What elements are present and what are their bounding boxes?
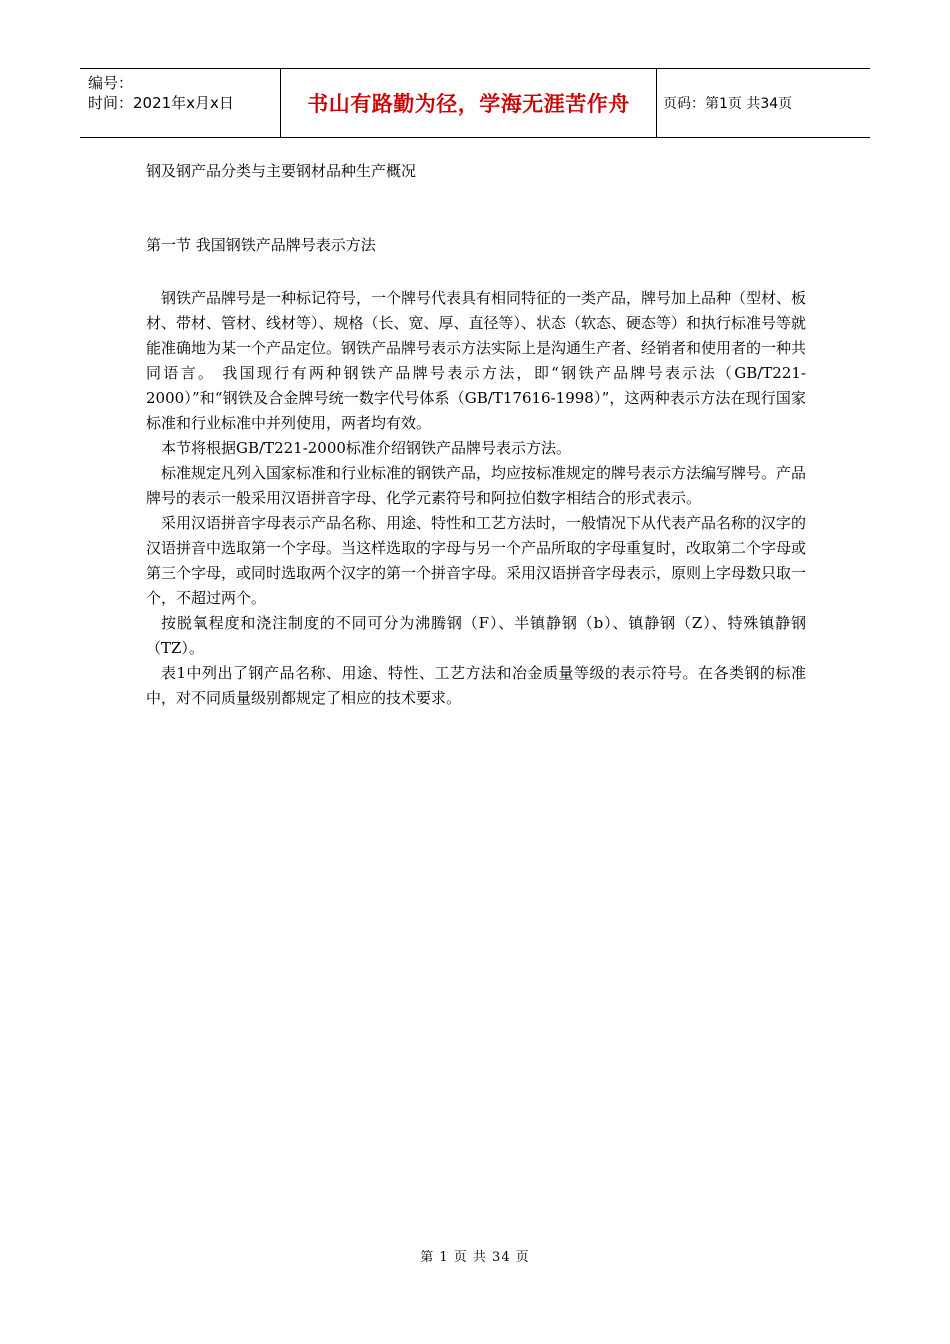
paragraph: 采用汉语拼音字母表示产品名称、用途、特性和工艺方法时，一般情况下从代表产品名称的汉字的汉语拼音中选取第一个字母。当这样选取的字母与另一个产品所取的字母重复时，改取第二个字母或第三个字母，或同时选取两个汉字的第一个拼音字母。采用汉语拼音字母表示，原则上字母数只取一个，不超过两个。 (146, 514, 807, 607)
paragraph: 标准规定凡列入国家标准和行业标准的钢铁产品，均应按标准规定的牌号表示方法编写牌号。产品牌号的表示一般采用汉语拼音字母、化学元素符号和阿拉伯数字相结合的形式表示。 (146, 464, 807, 507)
page-footer: 第 1 页 共 34 页 (420, 1250, 530, 1265)
header-page-cell (657, 69, 870, 137)
paragraph: 本节将根据GB/T221-2000标准介绍钢铁产品牌号表示方法。 (161, 439, 571, 457)
header-motto: 书山有路勤为径，学海无涯苦作舟 (307, 92, 630, 116)
document-time-label: 时间：2021年x月x日 (88, 94, 234, 112)
document-number-label: 编号： (88, 74, 134, 92)
document-body (146, 156, 806, 711)
header-table (80, 68, 870, 138)
paragraph: 表1中列出了钢产品名称、用途、特性、工艺方法和冶金质量等级的表示符号。在各类钢的标准中，对不同质量级别都规定了相应的技术要求。 (146, 664, 806, 707)
header-page-info: 页码：第1页 共34页 (663, 96, 793, 112)
document-title: 钢及钢产品分类与主要钢材品种生产概况 (146, 162, 417, 180)
paragraph: 按脱氧程度和浇注制度的不同可分为沸腾钢（F）、半镇静钢（b）、镇静钢（Z）、特殊镇静钢（TZ）。 (146, 614, 806, 657)
header-motto-cell (281, 69, 657, 137)
paragraph: 钢铁产品牌号是一种标记符号，一个牌号代表具有相同特征的一类产品，牌号加上品种（型材、板材、带材、管材、线材等）、规格（长、宽、厚、直径等）、状态（软态、硬态等）和执行标准号等就能准确地为某一个产品定位。钢铁产品牌号表示方法实际上是沟通生产者、经销者和使用者的一种共同语言。 我国现行有两种钢铁产品牌号表示方法，即“钢铁产品牌号表示法（GB/T221-2000）”和“钢铁及合金牌号统一数字代号体系（GB/T17616-1998）”，这两种表示方法在现行国家标准和行业标准中并列使用，两者均有效。 (146, 289, 807, 432)
header-meta-cell (80, 69, 281, 137)
section-title: 第一节 我国钢铁产品牌号表示方法 (146, 236, 376, 254)
